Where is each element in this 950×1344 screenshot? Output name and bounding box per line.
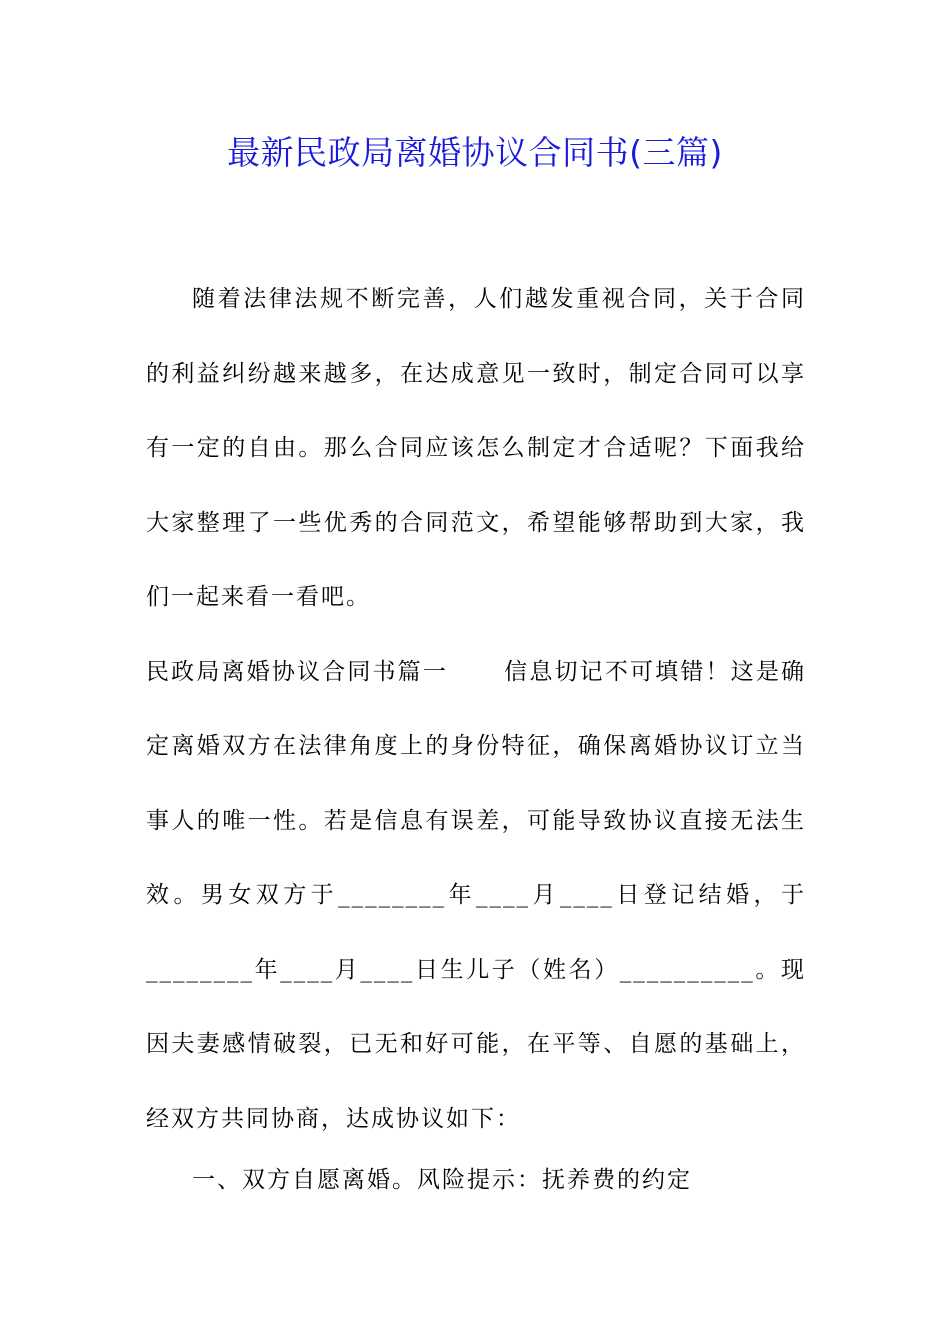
section-heading: 民政局离婚协议合同书篇一 <box>146 658 448 685</box>
intro-paragraph: 随着法律法规不断完善，人们越发重视合同，关于合同的利益纠纷越来越多，在达成意见一致时，制定合同可以享有一定的自由。那么合同应该怎么制定才合适呢？下面我给大家整理了一些优秀的合同范文，希望能够帮助到大家，我们一起来看一看吧。 <box>146 286 806 610</box>
document-body <box>146 262 806 1156</box>
document-title: 最新民政局离婚协议合同书(三篇) <box>227 133 723 172</box>
section-body: 信息切记不可填错！这是确定离婚双方在法律角度上的身份特征，确保离婚协议订立当事人的唯一性。若是信息有误差，可能导致协议直接无法生效。男女双方于________年____月____日登记结婚，于________年____月____日生儿子（姓名）__________。现因夫妻感情破裂，已无和好可能，在平等、自愿的基础上，经双方共同协商，达成协议如下： <box>146 658 807 1132</box>
section-paragraph <box>146 635 806 1157</box>
list-item: 一、双方自愿离婚。风险提示：抚养费的约定 <box>192 1167 692 1193</box>
